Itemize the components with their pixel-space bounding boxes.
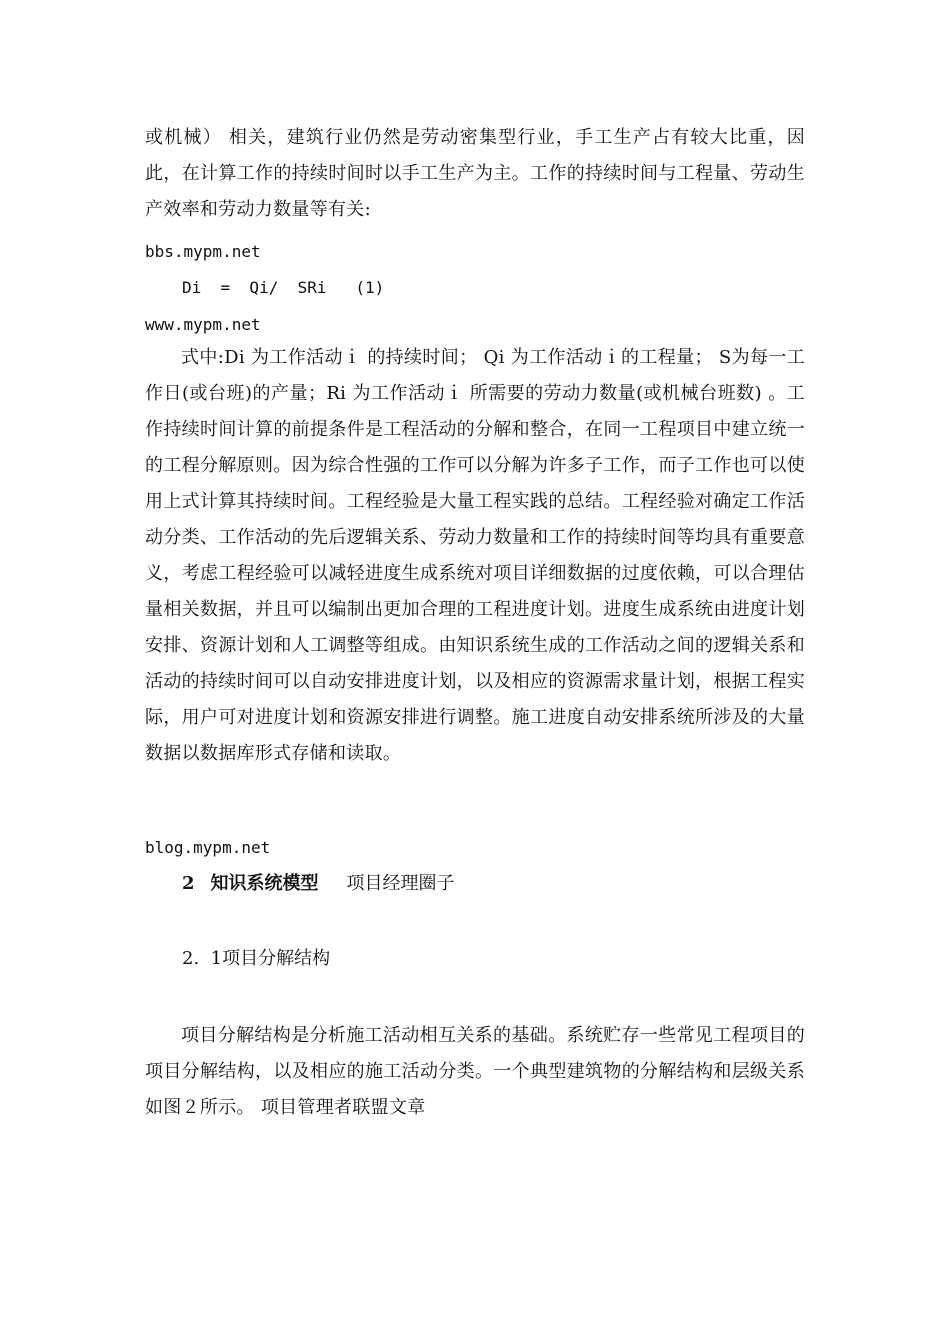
- section-number: 2: [182, 873, 195, 894]
- duration-formula: Di = Qi/ SRi (1): [182, 278, 385, 297]
- watermark-url-bbs: bbs.mypm.net: [145, 242, 261, 261]
- section-title: 知识系统模型: [210, 873, 319, 894]
- watermark-url-blog: blog.mypm.net: [145, 838, 271, 857]
- watermark-url-www: www.mypm.net: [145, 315, 261, 334]
- subsection-heading: 2. 1项目分解结构: [182, 948, 331, 969]
- paragraph-project-breakdown: 项目分解结构是分析施工活动相互关系的基础。系统贮存一些常见工程项目的项目分解结构，以及相应的施工活动分类。一个典型建筑物的分解结构和层级关系如图２所示。 项目管理者联盟文章: [145, 1025, 805, 1118]
- section-tag: 项目经理圈子: [346, 873, 455, 894]
- section-heading: [182, 871, 455, 897]
- paragraph-labor-duration: 或机械） 相关，建筑行业仍然是劳动密集型行业，手工生产占有较大比重，因此，在计算工作的持续时间时以手工生产为主。工作的持续时间与工程量、劳动生产效率和劳动力数量等有关:: [145, 127, 805, 220]
- paragraph-formula-explanation: 式中:Di 为工作活动ｉ 的持续时间； Qi 为工作活动ｉ的工程量； S为每一工作日(或台班)的产量；Ri 为工作活动ｉ 所需要的劳动力数量(或机械台班数) 。工作持续时间计算的前提条件是工程活动的分解和整合，在同一工程项目中建立统一的工程分解原则。因为综合性强的工作可以分解为许多子工作，而子工作也可以使用上式计算其持续时间。工程经验是大量工程实践的总结。工程经验对确定工作活动分类、工作活动的先后逻辑关系、劳动力数量和工作的持续时间等均具有重要意义，考虑工程经验可以减轻进度生成系统对项目详细数据的过度依赖，可以合理估量相关数据，并且可以编制出更加合理的工程进度计划。进度生成系统由进度计划安排、资源计划和人工调整等组成。由知识系统生成的工作活动之间的逻辑关系和活动的持续时间可以自动安排进度计划，以及相应的资源需求量计划，根据工程实际，用户可对进度计划和资源安排进行调整。施工进度自动安排系统所涉及的大量数据以数据库形式存储和读取。: [145, 347, 805, 764]
